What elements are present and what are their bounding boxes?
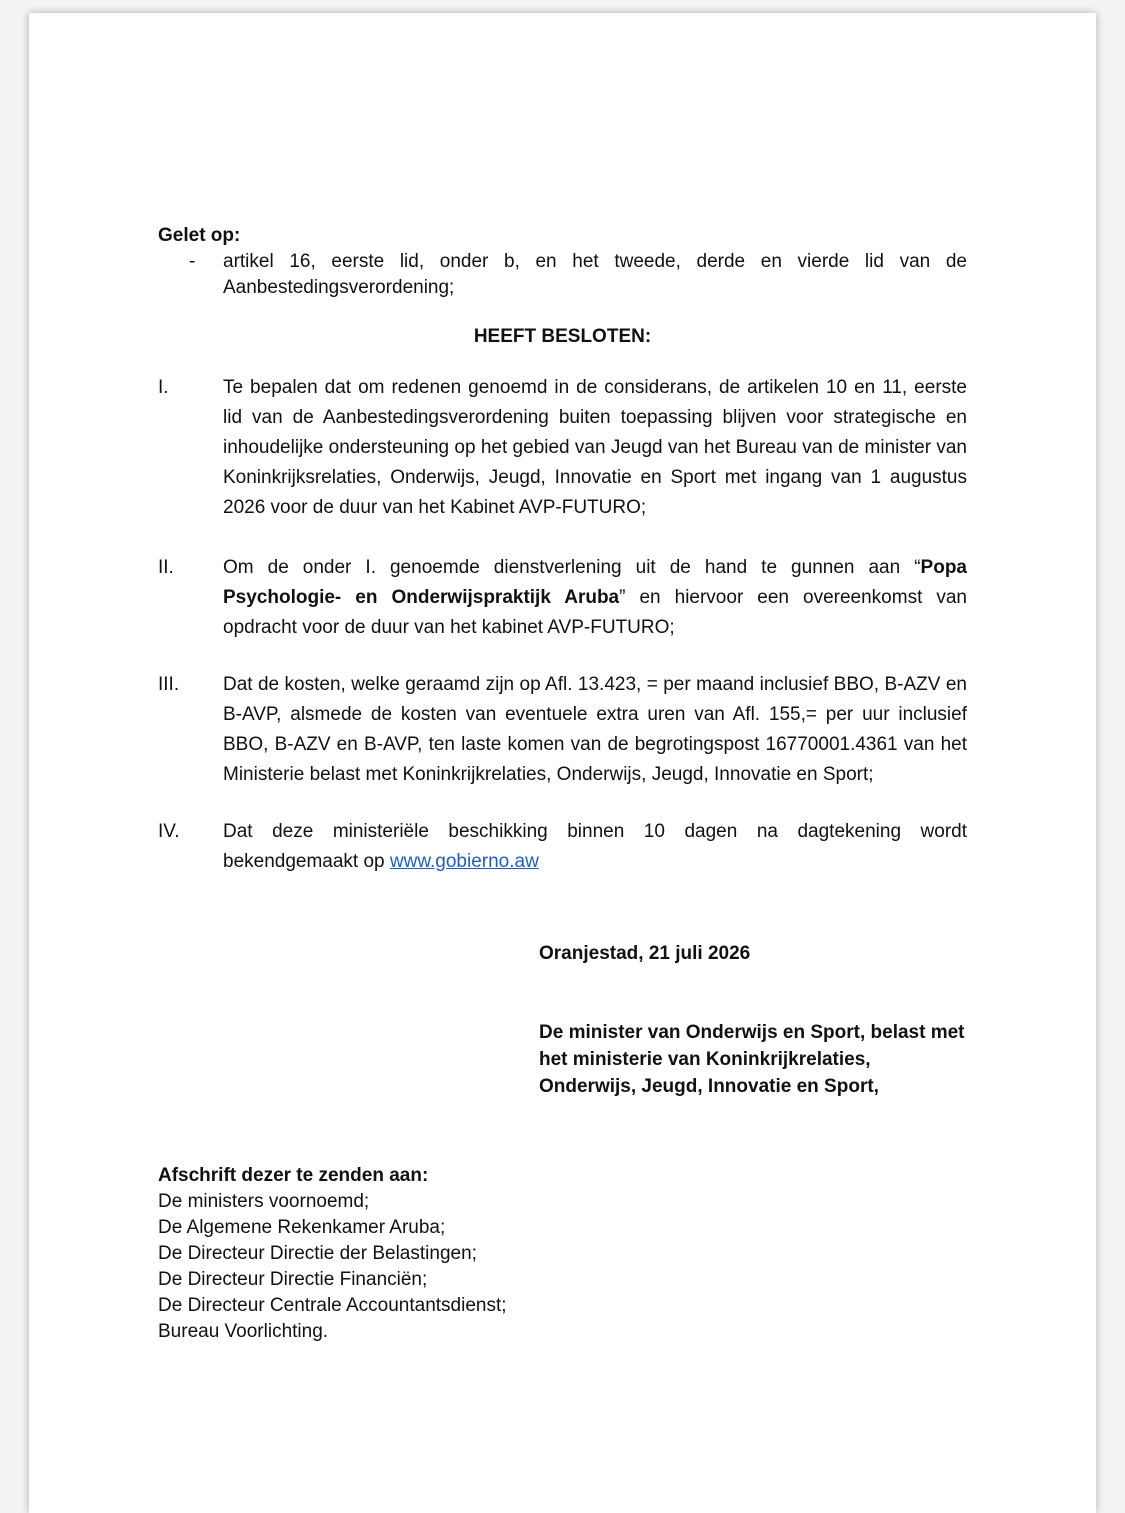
cc-title: Afschrift dezer te zenden aan:: [158, 1165, 429, 1186]
cc-item: De ministers voornoemd;: [158, 1191, 370, 1212]
clause-1: [158, 373, 967, 523]
clause-number: IV.: [158, 821, 180, 842]
clause-text-after: ” en hiervoor een overeenkomst van opdracht voor de duur van het kabinet AVP-FUTURO;: [223, 587, 968, 638]
cc-item: De Directeur Directie Financiën;: [158, 1269, 428, 1290]
gelet-item: [158, 249, 967, 301]
cc-item: De Directeur Directie der Belastingen;: [158, 1243, 477, 1264]
gelet-item-text: artikel 16, eerste lid, onder b, en het tweede, derde en vierde lid van de Aanbestedingsverordening;: [223, 251, 967, 298]
signatory-block: [539, 1019, 979, 1100]
clause-text-before: Dat deze ministeriële beschikking binnen 10 dagen na dagtekening wordt bekendgemaakt op: [223, 821, 967, 872]
place-date: Oranjestad, 21 juli 2026: [539, 943, 751, 964]
clause-number: I.: [158, 377, 169, 398]
clause-text: Te bepalen dat om redenen genoemd in de considerans, de artikelen 10 en 11, eerste lid van de Aanbestedingsverordening buiten toepassing blijven voor strategische en inhoudelijke ondersteuning op het gebied van Jeugd van het Bureau van de minister van Koninkrijksrelaties, Onderwijs, Jeugd, Innovatie en Sport met ingang van 1 augustus 2026 voor de duur van het Kabinet AVP-FUTURO;: [223, 377, 967, 518]
clause-4: [158, 817, 967, 877]
contractor-name: Popa Psychologie- en Onderwijspraktijk Aruba: [223, 557, 967, 608]
cc-item: De Directeur Centrale Accountantsdienst;: [158, 1295, 507, 1316]
gobierno-link[interactable]: www.gobierno.aw: [389, 851, 539, 872]
clause-text-before: Om de onder I. genoemde dienstverlening uit de hand te gunnen aan “: [223, 557, 921, 578]
signatory-line-2: het ministerie van Koninkrijkrelaties,: [539, 1049, 871, 1070]
cc-block: [158, 1163, 658, 1345]
gelet-title: Gelet op:: [158, 225, 241, 246]
clause-3: [158, 670, 967, 790]
cc-item: Bureau Voorlichting.: [158, 1321, 329, 1342]
clause-number: III.: [158, 674, 180, 695]
signatory-line-1: De minister van Onderwijs en Sport, belast met: [539, 1022, 965, 1043]
clause-text: [223, 553, 967, 643]
document-body: [158, 223, 967, 877]
document-page: [29, 13, 1096, 1513]
cc-item: De Algemene Rekenkamer Aruba;: [158, 1217, 446, 1238]
clause-2: [158, 553, 967, 643]
gelet-item-marker: -: [189, 251, 196, 272]
clause-text: [223, 817, 967, 877]
decision-heading: HEEFT BESLOTEN:: [473, 326, 652, 347]
clause-number: II.: [158, 557, 174, 578]
signatory-line-3: Onderwijs, Jeugd, Innovatie en Sport,: [539, 1076, 879, 1097]
clause-text: Dat de kosten, welke geraamd zijn op Afl. 13.423, = per maand inclusief BBO, B-AZV en B-AVP, alsmede de kosten van eventuele extra uren van Afl. 155,= per uur inclusief BBO, B-AZV en B-AVP, ten laste komen van de begrotingspost 16770001.4361 van het Ministerie belast met Koninkrijkrelaties, Onderwijs, Jeugd, Innovatie en Sport;: [223, 674, 967, 785]
